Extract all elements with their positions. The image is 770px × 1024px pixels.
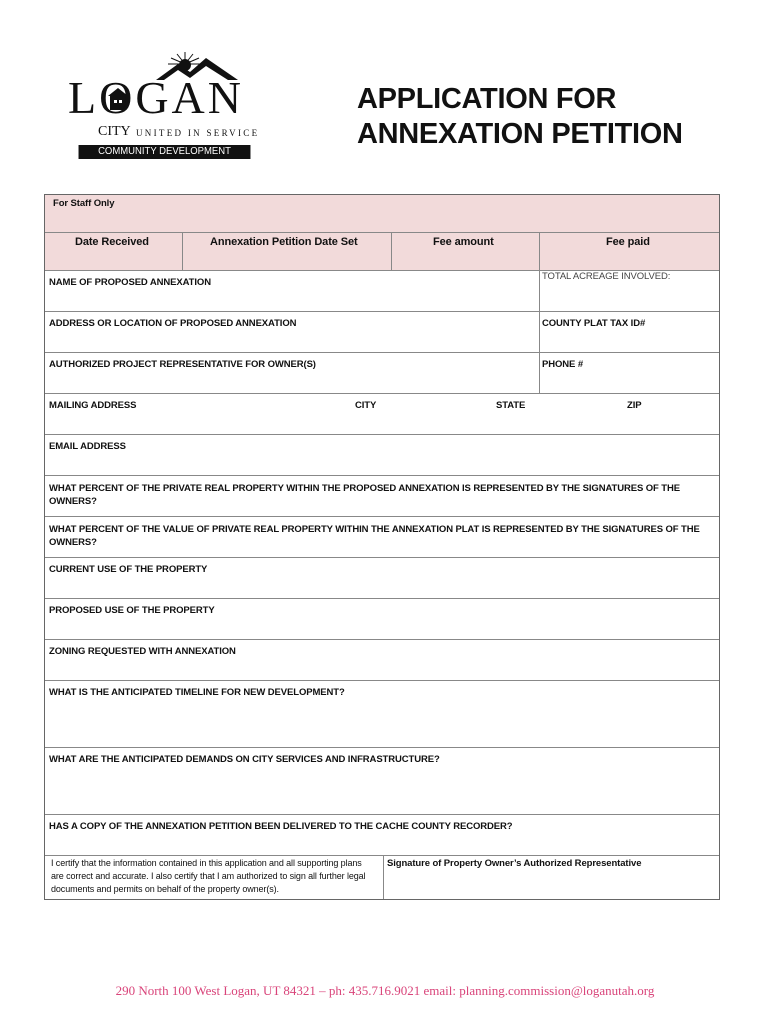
address-field[interactable] [45,312,539,352]
logo-name: LOGAN [68,72,244,123]
zip-label: ZIP [627,400,642,411]
tax-id-field[interactable] [539,312,719,352]
footer-contact: 290 North 100 West Logan, UT 84321 – ph: 435.716.9021 email: planning.commission@loganutah.org [115,983,655,998]
certify-cell [45,856,383,899]
rep-row [45,353,719,394]
address-label: ADDRESS OR LOCATION OF PROPOSED ANNEXATION [49,318,297,329]
pct-private-label: WHAT PERCENT OF THE PRIVATE REAL PROPERTY WITHIN THE PROPOSED ANNEXATION IS REPRESENTED BY THE SIGNATURES OF THE OWNERS? [49,483,680,507]
demands-label: WHAT ARE THE ANTICIPATED DEMANDS ON CITY SERVICES AND INFRASTRUCTURE? [49,754,440,765]
email-label: EMAIL ADDRESS [49,441,126,452]
phone-label: PHONE # [542,359,584,370]
current-use-label: CURRENT USE OF THE PROPERTY [49,564,208,575]
date-received-cell[interactable] [45,233,182,270]
signature-field[interactable] [383,856,719,899]
page-title [357,82,683,152]
fee-amount-label: Fee amount [433,236,494,248]
mailing-label: MAILING ADDRESS [49,400,137,411]
zoning-row[interactable] [45,640,719,681]
pct-private-row[interactable] [45,476,719,517]
recorder-label: HAS A COPY OF THE ANNEXATION PETITION BEEN DELIVERED TO THE CACHE COUNTY RECORDER? [49,821,513,832]
signature-label: Signature of Property Owner’s Authorized Representative [387,858,642,869]
mailing-row[interactable] [45,394,719,435]
date-received-label: Date Received [75,236,149,248]
logo-dept: COMMUNITY DEVELOPMENT [79,145,251,159]
certification-row [45,856,719,899]
name-row [45,271,719,312]
fee-paid-label: Fee paid [606,236,650,248]
acreage-field[interactable] [539,271,719,311]
current-use-row[interactable] [45,558,719,599]
recorder-row[interactable] [45,815,719,856]
staff-only-row [45,195,719,233]
address-row [45,312,719,353]
application-form [44,194,720,900]
logo-city: CITY [98,124,131,139]
staff-only-label: For Staff Only [53,198,115,209]
phone-field[interactable] [539,353,719,393]
acreage-label: TOTAL ACREAGE INVOLVED: [542,271,671,282]
name-label: NAME OF PROPOSED ANNEXATION [49,277,211,288]
rep-field[interactable] [45,353,539,393]
name-field[interactable] [45,271,539,311]
proposed-use-row[interactable] [45,599,719,640]
timeline-row[interactable] [45,681,719,748]
staff-columns-row [45,233,719,271]
email-row[interactable] [45,435,719,476]
title-line-1: APPLICATION FOR [357,83,617,115]
logo-tagline: UNITED IN SERVICE [136,128,260,138]
fee-paid-cell[interactable] [539,233,719,270]
tax-id-label: COUNTY PLAT TAX ID# [542,318,646,329]
demands-row[interactable] [45,748,719,815]
title-line-2: ANNEXATION PETITION [357,118,683,150]
logan-city-logo [68,50,263,162]
zoning-label: ZONING REQUESTED WITH ANNEXATION [49,646,236,657]
state-label: STATE [496,400,526,411]
fee-amount-cell[interactable] [391,233,539,270]
proposed-use-label: PROPOSED USE OF THE PROPERTY [49,605,215,616]
rep-label: AUTHORIZED PROJECT REPRESENTATIVE FOR OWNER(S) [49,359,316,370]
pct-value-label: WHAT PERCENT OF THE VALUE OF PRIVATE REAL PROPERTY WITHIN THE ANNEXATION PLAT IS REPRESENTED BY THE SIGNATURES OF THE OWNERS? [49,524,700,548]
certify-text: I certify that the information contained in this application and all supporting plans are correct and accurate. I also certify that I am authorized to sign all further legal documents and permits on behalf of the property owner(s). [51,858,366,894]
petition-date-label: Annexation Petition Date Set [210,236,358,248]
petition-date-cell[interactable] [182,233,391,270]
timeline-label: WHAT IS THE ANTICIPATED TIMELINE FOR NEW DEVELOPMENT? [49,687,345,698]
city-label: CITY [355,400,377,411]
pct-value-row[interactable] [45,517,719,558]
